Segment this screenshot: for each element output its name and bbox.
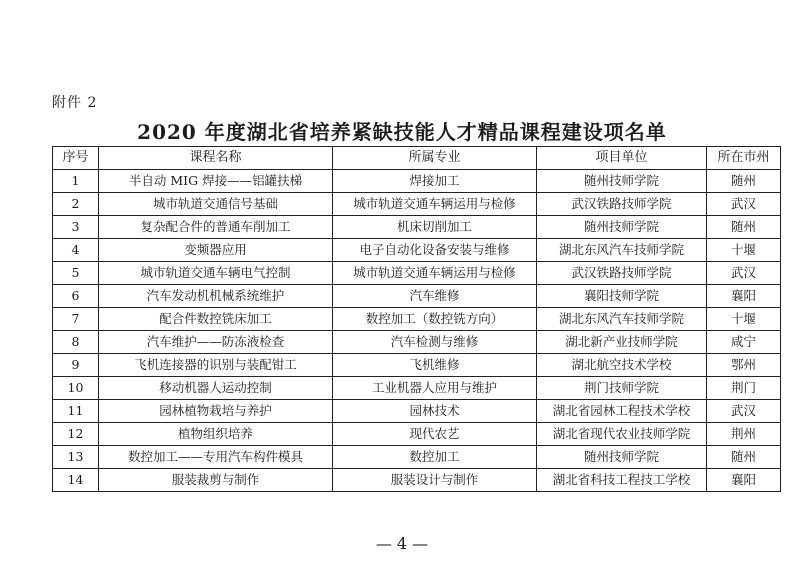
table-row (53, 377, 781, 400)
table-row (53, 239, 781, 262)
major: 飞机维修 (333, 354, 537, 377)
row-index: 1 (53, 170, 99, 193)
course-name: 汽车发动机机械系统维护 (99, 285, 333, 308)
major: 电子自动化设备安装与维修 (333, 239, 537, 262)
document-title: 2020 年度湖北省培养紧缺技能人才精品课程建设项名单 (137, 120, 667, 144)
row-index: 6 (53, 285, 99, 308)
page-number: — 4 — (375, 534, 429, 553)
table-row (53, 446, 781, 469)
unit: 湖北东风汽车技师学院 (537, 239, 707, 262)
course-name: 植物组织培养 (99, 423, 333, 446)
city: 鄂州 (707, 354, 781, 377)
unit: 湖北新产业技师学院 (537, 331, 707, 354)
course-name: 数控加工——专用汽车构件模具 (99, 446, 333, 469)
course-table (52, 146, 781, 492)
major: 工业机器人应用与维护 (333, 377, 537, 400)
row-index: 13 (53, 446, 99, 469)
unit: 武汉铁路技师学院 (537, 262, 707, 285)
course-name: 变频器应用 (99, 239, 333, 262)
row-index: 11 (53, 400, 99, 423)
unit: 随州技师学院 (537, 170, 707, 193)
unit: 湖北东风汽车技师学院 (537, 308, 707, 331)
header-index: 序号 (53, 147, 99, 170)
row-index: 3 (53, 216, 99, 239)
row-index: 9 (53, 354, 99, 377)
city: 咸宁 (707, 331, 781, 354)
header-unit: 项目单位 (537, 147, 707, 170)
row-index: 14 (53, 469, 99, 492)
major: 汽车检测与维修 (333, 331, 537, 354)
major: 城市轨道交通车辆运用与检修 (333, 193, 537, 216)
major: 焊接加工 (333, 170, 537, 193)
row-index: 2 (53, 193, 99, 216)
table-body (53, 170, 781, 492)
table-row (53, 308, 781, 331)
unit: 湖北省科技工程技工学校 (537, 469, 707, 492)
major: 数控加工（数控铣方向） (333, 308, 537, 331)
unit: 湖北航空技术学校 (537, 354, 707, 377)
header-course-name: 课程名称 (99, 147, 333, 170)
city: 武汉 (707, 262, 781, 285)
major: 服装设计与制作 (333, 469, 537, 492)
city: 荆州 (707, 423, 781, 446)
course-name: 园林植物栽培与养护 (99, 400, 333, 423)
header-city: 所在市州 (707, 147, 781, 170)
course-name: 配合件数控铣床加工 (99, 308, 333, 331)
table-row (53, 469, 781, 492)
course-name: 城市轨道交通车辆电气控制 (99, 262, 333, 285)
row-index: 4 (53, 239, 99, 262)
table-header-row (53, 147, 781, 170)
major: 现代农艺 (333, 423, 537, 446)
city: 荆门 (707, 377, 781, 400)
city: 襄阳 (707, 469, 781, 492)
unit: 随州技师学院 (537, 446, 707, 469)
table-row (53, 354, 781, 377)
major: 城市轨道交通车辆运用与检修 (333, 262, 537, 285)
course-name: 移动机器人运动控制 (99, 377, 333, 400)
city: 武汉 (707, 400, 781, 423)
attachment-label: 附件 2 (52, 95, 98, 111)
major: 机床切削加工 (333, 216, 537, 239)
city: 随州 (707, 216, 781, 239)
header-major: 所属专业 (333, 147, 537, 170)
course-name: 飞机连接器的识别与装配钳工 (99, 354, 333, 377)
course-name: 服装裁剪与制作 (99, 469, 333, 492)
course-name: 城市轨道交通信号基础 (99, 193, 333, 216)
row-index: 8 (53, 331, 99, 354)
table-row (53, 423, 781, 446)
table-row (53, 262, 781, 285)
row-index: 7 (53, 308, 99, 331)
city: 十堰 (707, 239, 781, 262)
course-name: 汽车维护——防冻液检查 (99, 331, 333, 354)
unit: 湖北省现代农业技师学院 (537, 423, 707, 446)
unit: 武汉铁路技师学院 (537, 193, 707, 216)
course-name: 半自动 MIG 焊接——铝罐扶梯 (99, 170, 333, 193)
table-row (53, 400, 781, 423)
course-name: 复杂配合件的普通车削加工 (99, 216, 333, 239)
table-row (53, 285, 781, 308)
row-index: 12 (53, 423, 99, 446)
table-row (53, 193, 781, 216)
table-row (53, 331, 781, 354)
major: 园林技术 (333, 400, 537, 423)
unit: 荆门技师学院 (537, 377, 707, 400)
city: 随州 (707, 446, 781, 469)
city: 武汉 (707, 193, 781, 216)
row-index: 5 (53, 262, 99, 285)
table-row (53, 216, 781, 239)
city: 随州 (707, 170, 781, 193)
city: 十堰 (707, 308, 781, 331)
major: 汽车维修 (333, 285, 537, 308)
major: 数控加工 (333, 446, 537, 469)
row-index: 10 (53, 377, 99, 400)
unit: 湖北省园林工程技术学校 (537, 400, 707, 423)
unit: 随州技师学院 (537, 216, 707, 239)
city: 襄阳 (707, 285, 781, 308)
unit: 襄阳技师学院 (537, 285, 707, 308)
table-row (53, 170, 781, 193)
